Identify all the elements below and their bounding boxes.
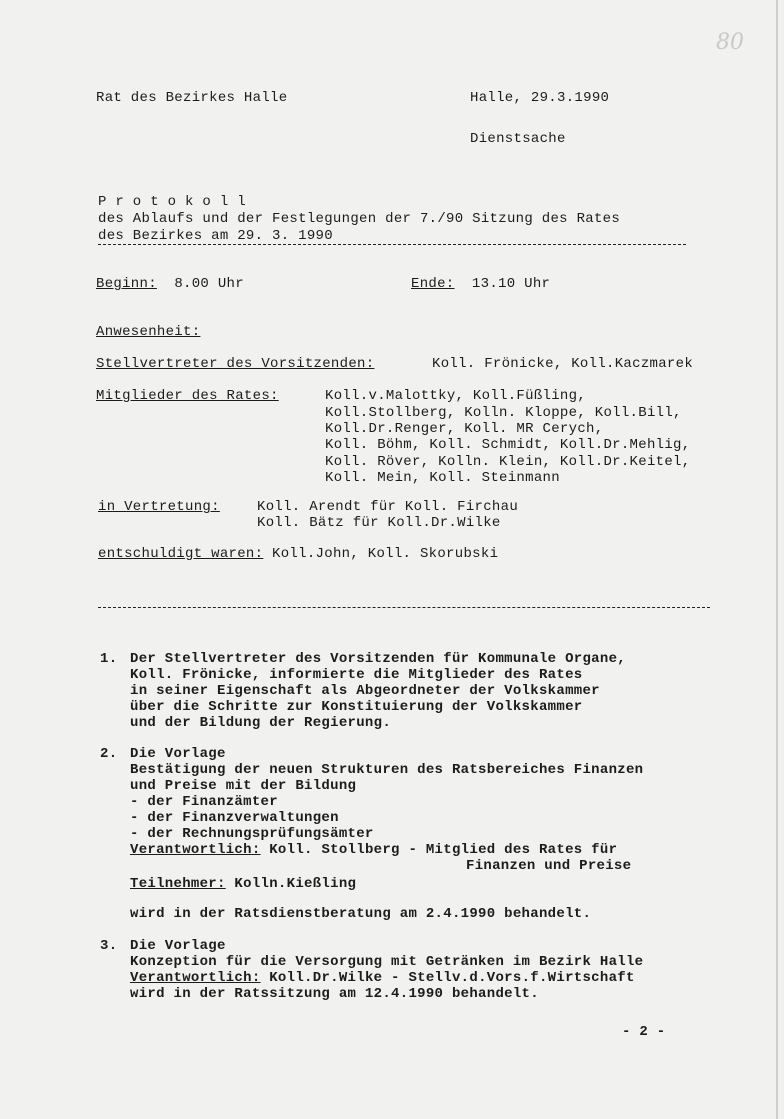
representation-label: in Vertretung: — [98, 499, 220, 515]
excused-value: Koll.John, Koll. Skorubski — [272, 546, 499, 562]
responsible-value: Koll.Dr.Wilke - Stellv.d.Vors.f.Wirtschaft — [269, 970, 635, 986]
section-divider — [98, 607, 710, 608]
end-line — [411, 276, 550, 292]
decision-line: wird in der Ratssitzung am 12.4.1990 behandelt. — [130, 986, 539, 1002]
members-label: Mitglieder des Rates: — [96, 388, 279, 404]
responsible-label: Verantwortlich: — [130, 842, 261, 858]
begin-line — [96, 276, 244, 292]
deputy-label: Stellvertreter des Vorsitzenden: — [96, 356, 375, 372]
excused-line — [98, 546, 498, 562]
participant-label: Teilnehmer: — [130, 876, 226, 892]
page-number: - 2 - — [622, 1024, 666, 1040]
item-line: Bestätigung der neuen Strukturen des Ratsbereiches Finanzen — [130, 762, 644, 778]
item-line: und Preise mit der Bildung — [130, 778, 357, 794]
item-number: 1. — [100, 651, 118, 667]
responsible-value: Koll. Stollberg - Mitglied des Rates für — [269, 842, 618, 858]
item-line: Die Vorlage — [130, 746, 226, 762]
decision-line: wird in der Ratsdienstberatung am 2.4.1990 behandelt. — [130, 906, 592, 922]
item-line: in seiner Eigenschaft als Abgeordneter der Volkskammer — [130, 683, 600, 699]
end-label: Ende: — [411, 276, 455, 292]
org-name: Rat des Bezirkes Halle — [96, 90, 288, 106]
item-number: 3. — [100, 938, 118, 954]
responsible-label: Verantwortlich: — [130, 970, 261, 986]
participant-value: Kolln.Kießling — [234, 876, 357, 892]
responsible-line — [130, 842, 617, 858]
page-edge — [776, 0, 778, 1119]
title-divider — [98, 244, 686, 245]
members-line: Koll. Röver, Kolln. Klein, Koll.Dr.Keitel, — [325, 454, 691, 470]
place-date: Halle, 29.3.1990 — [470, 90, 610, 106]
deputy-value: Koll. Frönicke, Koll.Kaczmarek — [432, 356, 694, 372]
item-line: über die Schritte zur Konstituierung der Volkskammer — [130, 699, 583, 715]
protocol-title: P r o t o k o l l — [98, 194, 246, 210]
excused-label: entschuldigt waren: — [98, 546, 264, 562]
item-line: Der Stellvertreter des Vorsitzenden für Kommunale Organe, — [130, 651, 626, 667]
item-line: Konzeption für die Versorgung mit Getränken im Bezirk Halle — [130, 954, 644, 970]
item-line: - der Rechnungsprüfungsämter — [130, 826, 374, 842]
handwritten-page-mark: 80 — [716, 30, 744, 55]
item-line: und der Bildung der Regierung. — [130, 715, 392, 731]
responsible-cont: Finanzen und Preise — [466, 858, 632, 874]
classification: Dienstsache — [470, 131, 566, 147]
representation-line: Koll. Arendt für Koll. Firchau — [257, 499, 519, 515]
begin-value: 8.00 Uhr — [174, 276, 244, 292]
members-line: Koll.Stollberg, Kolln. Kloppe, Koll.Bill, — [325, 405, 682, 421]
item-number: 2. — [100, 746, 118, 762]
attendance-heading: Anwesenheit: — [96, 324, 201, 340]
item-line: Koll. Frönicke, informierte die Mitglieder des Rates — [130, 667, 583, 683]
item-line: - der Finanzverwaltungen — [130, 810, 339, 826]
members-line: Koll. Böhm, Koll. Schmidt, Koll.Dr.Mehlig, — [325, 437, 691, 453]
members-line: Koll. Mein, Koll. Steinmann — [325, 470, 560, 486]
protocol-subtitle-line2: des Bezirkes am 29. 3. 1990 — [98, 228, 333, 244]
members-line: Koll.v.Malottky, Koll.Füßling, — [325, 388, 587, 404]
members-line: Koll.Dr.Renger, Koll. MR Cerych, — [325, 421, 604, 437]
end-value: 13.10 Uhr — [471, 276, 551, 292]
item-line: - der Finanzämter — [130, 794, 278, 810]
begin-label: Beginn: — [96, 276, 157, 292]
participant-line — [130, 876, 356, 892]
representation-line: Koll. Bätz für Koll.Dr.Wilke — [257, 515, 501, 531]
item-line: Die Vorlage — [130, 938, 226, 954]
protocol-subtitle-line1: des Ablaufs und der Festlegungen der 7./90 Sitzung des Rates — [98, 211, 621, 227]
responsible-line — [130, 970, 635, 986]
